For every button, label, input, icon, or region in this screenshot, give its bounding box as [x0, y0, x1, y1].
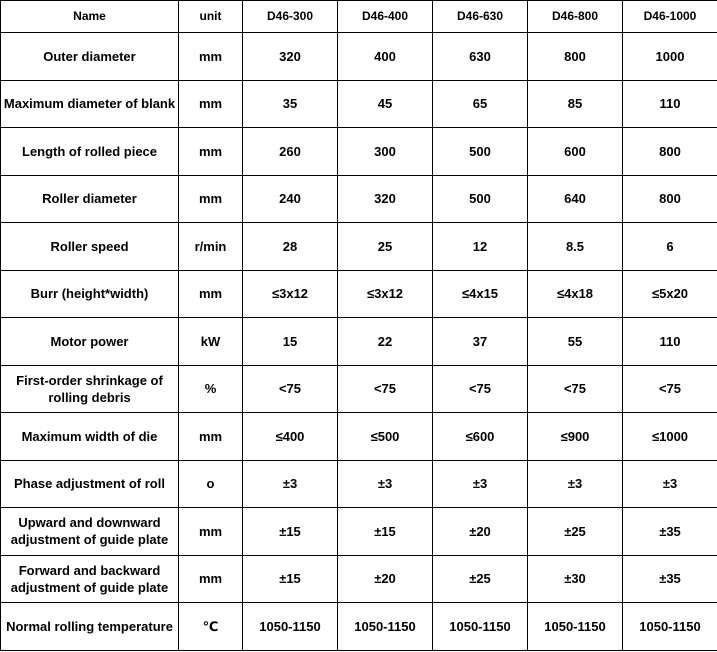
- header-model: D46-1000: [623, 1, 717, 33]
- table-cell: 1050-1150: [433, 603, 528, 651]
- row-label: Roller speed: [1, 223, 179, 271]
- row-unit: mm: [179, 175, 243, 223]
- table-cell: ±3: [528, 460, 623, 508]
- table-cell: 12: [433, 223, 528, 271]
- table-row: [1, 508, 717, 556]
- table-cell: 320: [338, 175, 433, 223]
- table-cell: 800: [528, 33, 623, 81]
- table-cell: ≤4x15: [433, 270, 528, 318]
- table-cell: ≤500: [338, 413, 433, 461]
- row-label: Length of rolled piece: [1, 128, 179, 176]
- table-cell: ±3: [338, 460, 433, 508]
- row-label: Outer diameter: [1, 33, 179, 81]
- table-row: [1, 223, 717, 271]
- row-label: Burr (height*width): [1, 270, 179, 318]
- table-cell: <75: [243, 365, 338, 413]
- table-row: [1, 318, 717, 366]
- row-unit: o: [179, 460, 243, 508]
- table-cell: 110: [623, 80, 717, 128]
- table-cell: 400: [338, 33, 433, 81]
- table-cell: ±3: [243, 460, 338, 508]
- table-cell: 600: [528, 128, 623, 176]
- table-cell: ≤900: [528, 413, 623, 461]
- row-label: Normal rolling temperature: [1, 603, 179, 651]
- header-model: D46-300: [243, 1, 338, 33]
- table-row: [1, 33, 717, 81]
- table-row: [1, 270, 717, 318]
- table-cell: <75: [528, 365, 623, 413]
- table-cell: 6: [623, 223, 717, 271]
- table-cell: 1050-1150: [528, 603, 623, 651]
- row-unit: ℃: [179, 603, 243, 651]
- row-label: Forward and backward adjustment of guide plate: [1, 555, 179, 603]
- row-label: Maximum diameter of blank: [1, 80, 179, 128]
- table-cell: ±35: [623, 555, 717, 603]
- table-row: [1, 128, 717, 176]
- table-cell: 55: [528, 318, 623, 366]
- table-cell: ±25: [433, 555, 528, 603]
- table-row: [1, 365, 717, 413]
- table-row: [1, 603, 717, 651]
- table-cell: 1050-1150: [338, 603, 433, 651]
- table-cell: 800: [623, 175, 717, 223]
- table-cell: 45: [338, 80, 433, 128]
- table-cell: 640: [528, 175, 623, 223]
- table-cell: 15: [243, 318, 338, 366]
- table-cell: 8.5: [528, 223, 623, 271]
- table-cell: 1050-1150: [623, 603, 717, 651]
- table-cell: 500: [433, 128, 528, 176]
- table-cell: 240: [243, 175, 338, 223]
- row-unit: mm: [179, 508, 243, 556]
- table-cell: ≤4x18: [528, 270, 623, 318]
- table-cell: ≤1000: [623, 413, 717, 461]
- table-cell: ±15: [338, 508, 433, 556]
- table-row: [1, 555, 717, 603]
- table-cell: ≤400: [243, 413, 338, 461]
- row-unit: mm: [179, 33, 243, 81]
- row-label: Maximum width of die: [1, 413, 179, 461]
- row-label: Upward and downward adjustment of guide plate: [1, 508, 179, 556]
- header-model: D46-800: [528, 1, 623, 33]
- table-cell: 85: [528, 80, 623, 128]
- row-label: First-order shrinkage of rolling debris: [1, 365, 179, 413]
- table-cell: ≤3x12: [243, 270, 338, 318]
- table-cell: 800: [623, 128, 717, 176]
- table-cell: 28: [243, 223, 338, 271]
- table-cell: <75: [433, 365, 528, 413]
- row-unit: kW: [179, 318, 243, 366]
- table-cell: ±20: [433, 508, 528, 556]
- row-unit: mm: [179, 128, 243, 176]
- table-cell: 22: [338, 318, 433, 366]
- table-cell: <75: [338, 365, 433, 413]
- row-unit: mm: [179, 80, 243, 128]
- table-cell: 65: [433, 80, 528, 128]
- header-unit: unit: [179, 1, 243, 33]
- table-cell: ±30: [528, 555, 623, 603]
- header-model: D46-400: [338, 1, 433, 33]
- header-name: Name: [1, 1, 179, 33]
- table-row: [1, 460, 717, 508]
- row-unit: mm: [179, 555, 243, 603]
- table-cell: 1000: [623, 33, 717, 81]
- table-cell: 260: [243, 128, 338, 176]
- table-cell: ±3: [433, 460, 528, 508]
- table-cell: ≤3x12: [338, 270, 433, 318]
- row-unit: mm: [179, 413, 243, 461]
- table-cell: 35: [243, 80, 338, 128]
- table-cell: ±3: [623, 460, 717, 508]
- table-cell: ±15: [243, 508, 338, 556]
- table-cell: ≤600: [433, 413, 528, 461]
- table-cell: ±15: [243, 555, 338, 603]
- table-cell: 300: [338, 128, 433, 176]
- table-cell: ≤5x20: [623, 270, 717, 318]
- table-cell: 630: [433, 33, 528, 81]
- row-label: Phase adjustment of roll: [1, 460, 179, 508]
- row-unit: %: [179, 365, 243, 413]
- header-row: [1, 1, 717, 33]
- table-row: [1, 80, 717, 128]
- table-row: [1, 175, 717, 223]
- row-unit: r/min: [179, 223, 243, 271]
- table-row: [1, 413, 717, 461]
- row-label: Roller diameter: [1, 175, 179, 223]
- row-label: Motor power: [1, 318, 179, 366]
- table-cell: 110: [623, 318, 717, 366]
- table-cell: 320: [243, 33, 338, 81]
- table-cell: 1050-1150: [243, 603, 338, 651]
- table-cell: ±25: [528, 508, 623, 556]
- table-cell: 37: [433, 318, 528, 366]
- table-cell: 25: [338, 223, 433, 271]
- table-cell: ±35: [623, 508, 717, 556]
- table-cell: ±20: [338, 555, 433, 603]
- row-unit: mm: [179, 270, 243, 318]
- table-cell: 500: [433, 175, 528, 223]
- header-model: D46-630: [433, 1, 528, 33]
- table-cell: <75: [623, 365, 717, 413]
